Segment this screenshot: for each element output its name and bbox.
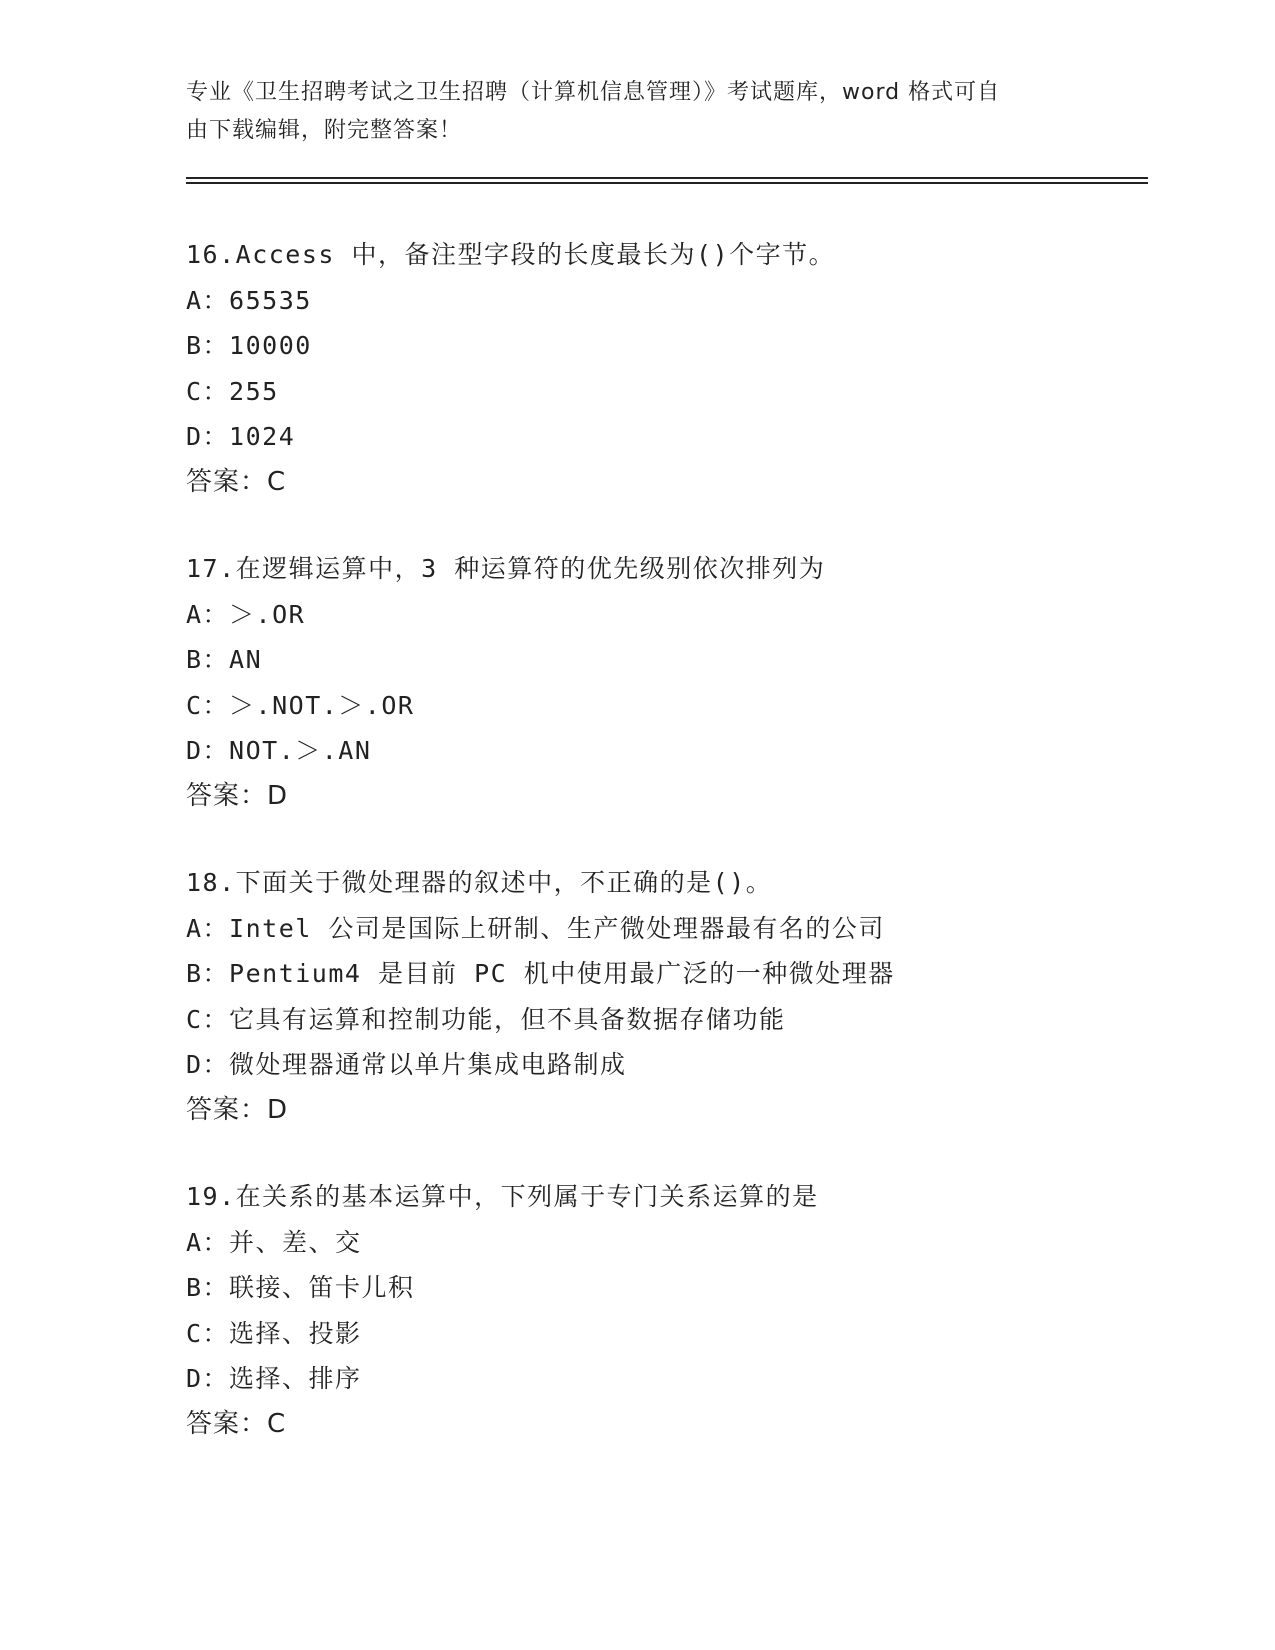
option-d: D：微处理器通常以单片集成电路制成 xyxy=(186,1050,627,1079)
question-stem: 17.在逻辑运算中，3 种运算符的优先级别依次排列为 xyxy=(186,554,826,583)
question-19 xyxy=(186,1174,1146,1447)
option-c: C：它具有运算和控制功能，但不具备数据存储功能 xyxy=(186,1004,786,1034)
option-b: B：Pentium4 是目前 PC 机中使用最广泛的一种微处理器 xyxy=(186,959,895,988)
question-stem: 16.Access 中，备注型字段的长度最长为()个字节。 xyxy=(186,240,836,269)
option-a: A：并、差、交 xyxy=(186,1227,362,1257)
option-a: A：65535 xyxy=(186,285,312,315)
option-c: C：255 xyxy=(186,376,279,406)
option-a: A：＞.OR xyxy=(186,599,306,629)
question-stem: 19.在关系的基本运算中，下列属于专门关系运算的是 xyxy=(186,1182,819,1211)
option-d: D：选择、排序 xyxy=(186,1364,362,1393)
option-b: B：10000 xyxy=(186,331,312,360)
question-18 xyxy=(186,860,1146,1133)
option-c: C：＞.NOT.＞.OR xyxy=(186,690,415,720)
answer-line: 答案：D xyxy=(186,780,289,811)
header-line-2: 由下载编辑，附完整答案！ xyxy=(186,118,463,143)
option-b: B：AN xyxy=(186,645,263,674)
question-17 xyxy=(186,546,1146,819)
option-d: D：1024 xyxy=(186,422,296,451)
answer-line: 答案：C xyxy=(186,1408,287,1439)
question-list xyxy=(186,232,1146,1488)
question-16 xyxy=(186,232,1146,505)
answer-line: 答案：C xyxy=(186,466,287,497)
document-header xyxy=(186,74,1076,150)
option-d: D：NOT.＞.AN xyxy=(186,736,372,765)
header-line-1: 专业《卫生招聘考试之卫生招聘（计算机信息管理）》考试题库，word 格式可自 xyxy=(186,80,1001,105)
header-divider-bottom xyxy=(186,182,1148,184)
answer-line: 答案：D xyxy=(186,1094,289,1125)
option-a: A：Intel 公司是国际上研制、生产微处理器最有名的公司 xyxy=(186,913,885,943)
option-b: B：联接、笛卡儿积 xyxy=(186,1273,415,1302)
question-stem: 18.下面关于微处理器的叙述中，不正确的是()。 xyxy=(186,868,773,897)
option-c: C：选择、投影 xyxy=(186,1318,362,1348)
header-divider-top xyxy=(186,177,1148,179)
